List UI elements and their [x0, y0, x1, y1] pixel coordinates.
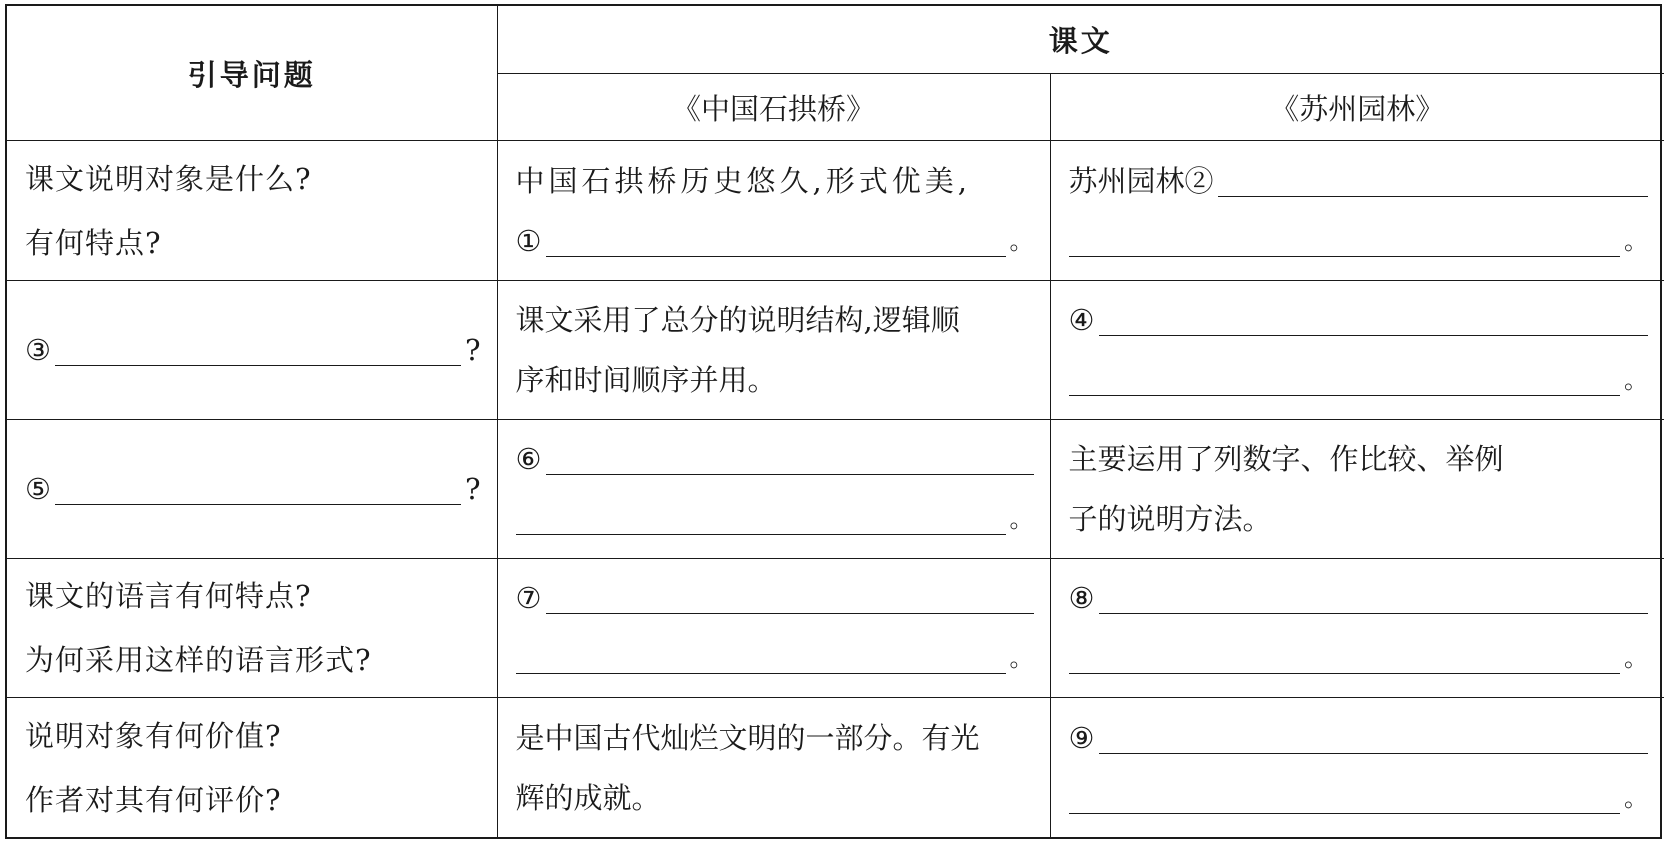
answer-cell — [1050, 280, 1664, 419]
fill-blank[interactable] — [55, 337, 461, 366]
answer-blank-line[interactable]: ④ — [1051, 290, 1665, 350]
answer-cell — [497, 698, 1050, 837]
question-blank-line[interactable]: ⑤ ? — [25, 471, 481, 506]
answer-blank-line[interactable]: ⑨ — [1051, 708, 1665, 768]
answer-line: 子的说明方法。 — [1068, 501, 1272, 536]
question-line: 课文的语言有何特点? — [25, 579, 312, 614]
header-text2-title: 《苏州园林》 — [1050, 73, 1664, 140]
header-text1-title: 《中国石拱桥》 — [497, 73, 1050, 140]
answer-blank-line[interactable]: ① 。 — [515, 223, 1034, 258]
worksheet-table-frame — [5, 4, 1662, 839]
answer-cell — [497, 280, 1050, 419]
fill-blank[interactable] — [1099, 725, 1649, 754]
question-blank-line[interactable]: ③ ? — [25, 332, 481, 367]
worksheet-table — [7, 6, 1664, 837]
answer-cell — [1050, 698, 1664, 837]
answer-line: 是中国古代灿烂文明的一部分。有光 — [515, 720, 980, 755]
question-line: 有何特点? — [25, 225, 162, 260]
fill-blank[interactable] — [546, 228, 1006, 257]
question-cell — [7, 141, 497, 280]
fill-blank[interactable] — [516, 506, 1006, 535]
answer-line: 序和时间顺序并用。 — [515, 362, 777, 397]
answer-line: 中国石拱桥历史悠久,形式优美, — [515, 163, 971, 198]
question-line: 说明对象有何价值? — [25, 718, 282, 753]
question-line: 作者对其有何评价? — [25, 782, 282, 817]
answer-blank-line[interactable]: ⑦ — [498, 568, 1050, 628]
answer-blank-line[interactable]: 。 — [1051, 628, 1665, 688]
answer-cell — [497, 419, 1050, 558]
fill-blank[interactable] — [1099, 307, 1649, 336]
fill-blank[interactable] — [546, 585, 1034, 614]
answer-blank-line[interactable]: 苏州园林② — [1051, 151, 1665, 211]
answer-blank-line[interactable]: 。 — [1051, 768, 1665, 828]
fill-blank[interactable] — [1069, 367, 1621, 396]
table-row — [7, 141, 1664, 280]
answer-line: 课文采用了总分的说明结构,逻辑顺 — [515, 302, 960, 337]
answer-blank-line[interactable]: ⑧ — [1051, 568, 1665, 628]
answer-blank-line[interactable]: 。 — [498, 628, 1050, 688]
fill-blank[interactable] — [1099, 585, 1649, 614]
question-cell — [7, 280, 497, 419]
question-cell — [7, 559, 497, 698]
answer-cell — [497, 559, 1050, 698]
table-row — [7, 280, 1664, 419]
answer-line: 辉的成就。 — [515, 780, 661, 815]
answer-blank-line[interactable]: 。 — [1051, 211, 1665, 271]
header-text-group: 课文 — [497, 6, 1664, 73]
question-cell — [7, 419, 497, 558]
question-cell — [7, 698, 497, 837]
question-line: 为何采用这样的语言形式? — [25, 643, 372, 678]
fill-blank[interactable] — [1069, 645, 1621, 674]
fill-blank[interactable] — [1069, 785, 1621, 814]
answer-cell — [1050, 559, 1664, 698]
table-row — [7, 419, 1664, 558]
header-guide-question: 引导问题 — [7, 6, 497, 141]
fill-blank[interactable] — [1069, 228, 1621, 257]
answer-cell — [1050, 419, 1664, 558]
answer-cell — [497, 141, 1050, 280]
fill-blank[interactable] — [516, 645, 1006, 674]
answer-line: 主要运用了列数字、作比较、举例 — [1068, 441, 1504, 476]
table-row — [7, 698, 1664, 837]
fill-blank[interactable] — [546, 446, 1034, 475]
answer-cell — [1050, 141, 1664, 280]
answer-blank-line[interactable]: 。 — [1051, 350, 1665, 410]
table-row — [7, 559, 1664, 698]
answer-blank-line[interactable]: 。 — [498, 489, 1050, 549]
answer-blank-line[interactable]: ⑥ — [498, 429, 1050, 489]
question-line: 课文说明对象是什么? — [25, 161, 312, 196]
fill-blank[interactable] — [1218, 168, 1649, 197]
fill-blank[interactable] — [55, 476, 461, 505]
